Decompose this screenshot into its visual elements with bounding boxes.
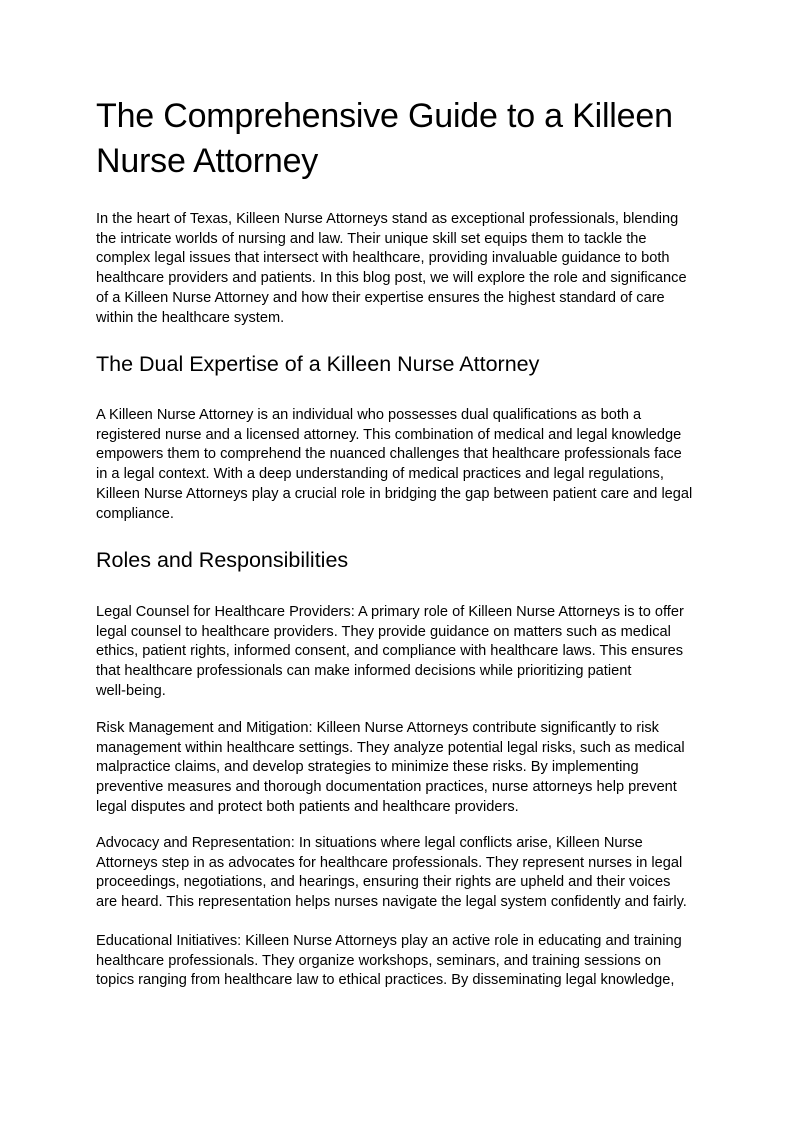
text-line: compliance. — [96, 505, 174, 522]
text-line: empowers them to comprehend the nuanced challenges that healthcare professionals face — [96, 446, 682, 463]
text-line: Legal Counsel for Healthcare Providers: A primary role of Killeen Nurse Attorneys is to offer — [96, 604, 684, 620]
text-line: of a Killeen Nurse Attorney and how their expertise ensures the highest standard of care — [96, 289, 665, 306]
text-line: Risk Management and Mitigation: Killeen Nurse Attorneys contribute significantly to risk — [96, 720, 659, 736]
text-line: preventive measures and thorough documentation practices, nurse attorneys help prevent — [96, 779, 677, 796]
title-line: Nurse Attorney — [96, 142, 319, 180]
text-line: registered nurse and a licensed attorney. This combination of medical and legal knowledge — [96, 426, 682, 443]
advocacy-paragraph — [96, 834, 706, 913]
dual-expertise-paragraph — [96, 406, 706, 524]
text-line: that healthcare professionals can make informed decisions while prioritizing patient — [96, 663, 632, 680]
text-line: Killeen Nurse Attorneys play a crucial role in bridging the gap between patient care and legal — [96, 485, 693, 502]
text-line: In the heart of Texas, Killeen Nurse Attorneys stand as exceptional professionals, blending — [96, 211, 679, 227]
text-line: ethics, patient rights, informed consent, and compliance with healthcare laws. This ensures — [96, 643, 684, 660]
text-line: legal counsel to healthcare providers. They provide guidance on matters such as medical — [96, 623, 671, 640]
text-line: Attorneys step in as advocates for healthcare professionals. They represent nurses in legal — [96, 854, 683, 871]
text-line: legal disputes and protect both patients and healthcare providers. — [96, 798, 519, 815]
risk-management-paragraph — [96, 719, 706, 818]
educational-initiatives-paragraph — [96, 932, 706, 991]
text-line: Advocacy and Representation: In situations where legal conflicts arise, Killeen Nurse — [96, 835, 643, 851]
text-line: Educational Initiatives: Killeen Nurse Attorneys play an active role in educating and training — [96, 933, 682, 949]
text-line: management within healthcare settings. They analyze potential legal risks, such as medical — [96, 739, 685, 756]
text-line: are heard. This representation helps nurses navigate the legal system confidently and fairly. — [96, 894, 687, 911]
section-heading-dual-expertise: The Dual Expertise of a Killeen Nurse Attorney — [96, 352, 540, 376]
text-line: topics ranging from healthcare law to ethical practices. By disseminating legal knowledge, — [96, 972, 675, 989]
text-line: healthcare professionals. They organize workshops, seminars, and training sessions on — [96, 952, 662, 969]
text-line: proceedings, negotiations, and hearings, ensuring their rights are upheld and their voices — [96, 874, 671, 891]
text-line: complex legal issues that intersect with healthcare, providing invaluable guidance to both — [96, 250, 670, 267]
text-line: healthcare providers and patients. In this blog post, we will explore the role and significance — [96, 270, 687, 287]
text-line: in a legal context. With a deep understanding of medical practices and legal regulations, — [96, 466, 664, 483]
text-line: malpractice claims, and develop strategies to minimize these risks. By implementing — [96, 759, 639, 776]
text-line: A Killeen Nurse Attorney is an individual who possesses dual qualifications as both a — [96, 407, 642, 423]
title-line: The Comprehensive Guide to a Killeen — [96, 97, 673, 135]
intro-paragraph — [96, 210, 706, 328]
section-heading-roles: Roles and Responsibilities — [96, 548, 349, 572]
text-line: the intricate worlds of nursing and law. Their unique skill set equips them to tackle the — [96, 230, 647, 247]
text-line: within the healthcare system. — [96, 309, 285, 326]
text-line: well-being. — [96, 682, 166, 699]
document-title — [96, 94, 706, 184]
legal-counsel-paragraph — [96, 603, 706, 702]
